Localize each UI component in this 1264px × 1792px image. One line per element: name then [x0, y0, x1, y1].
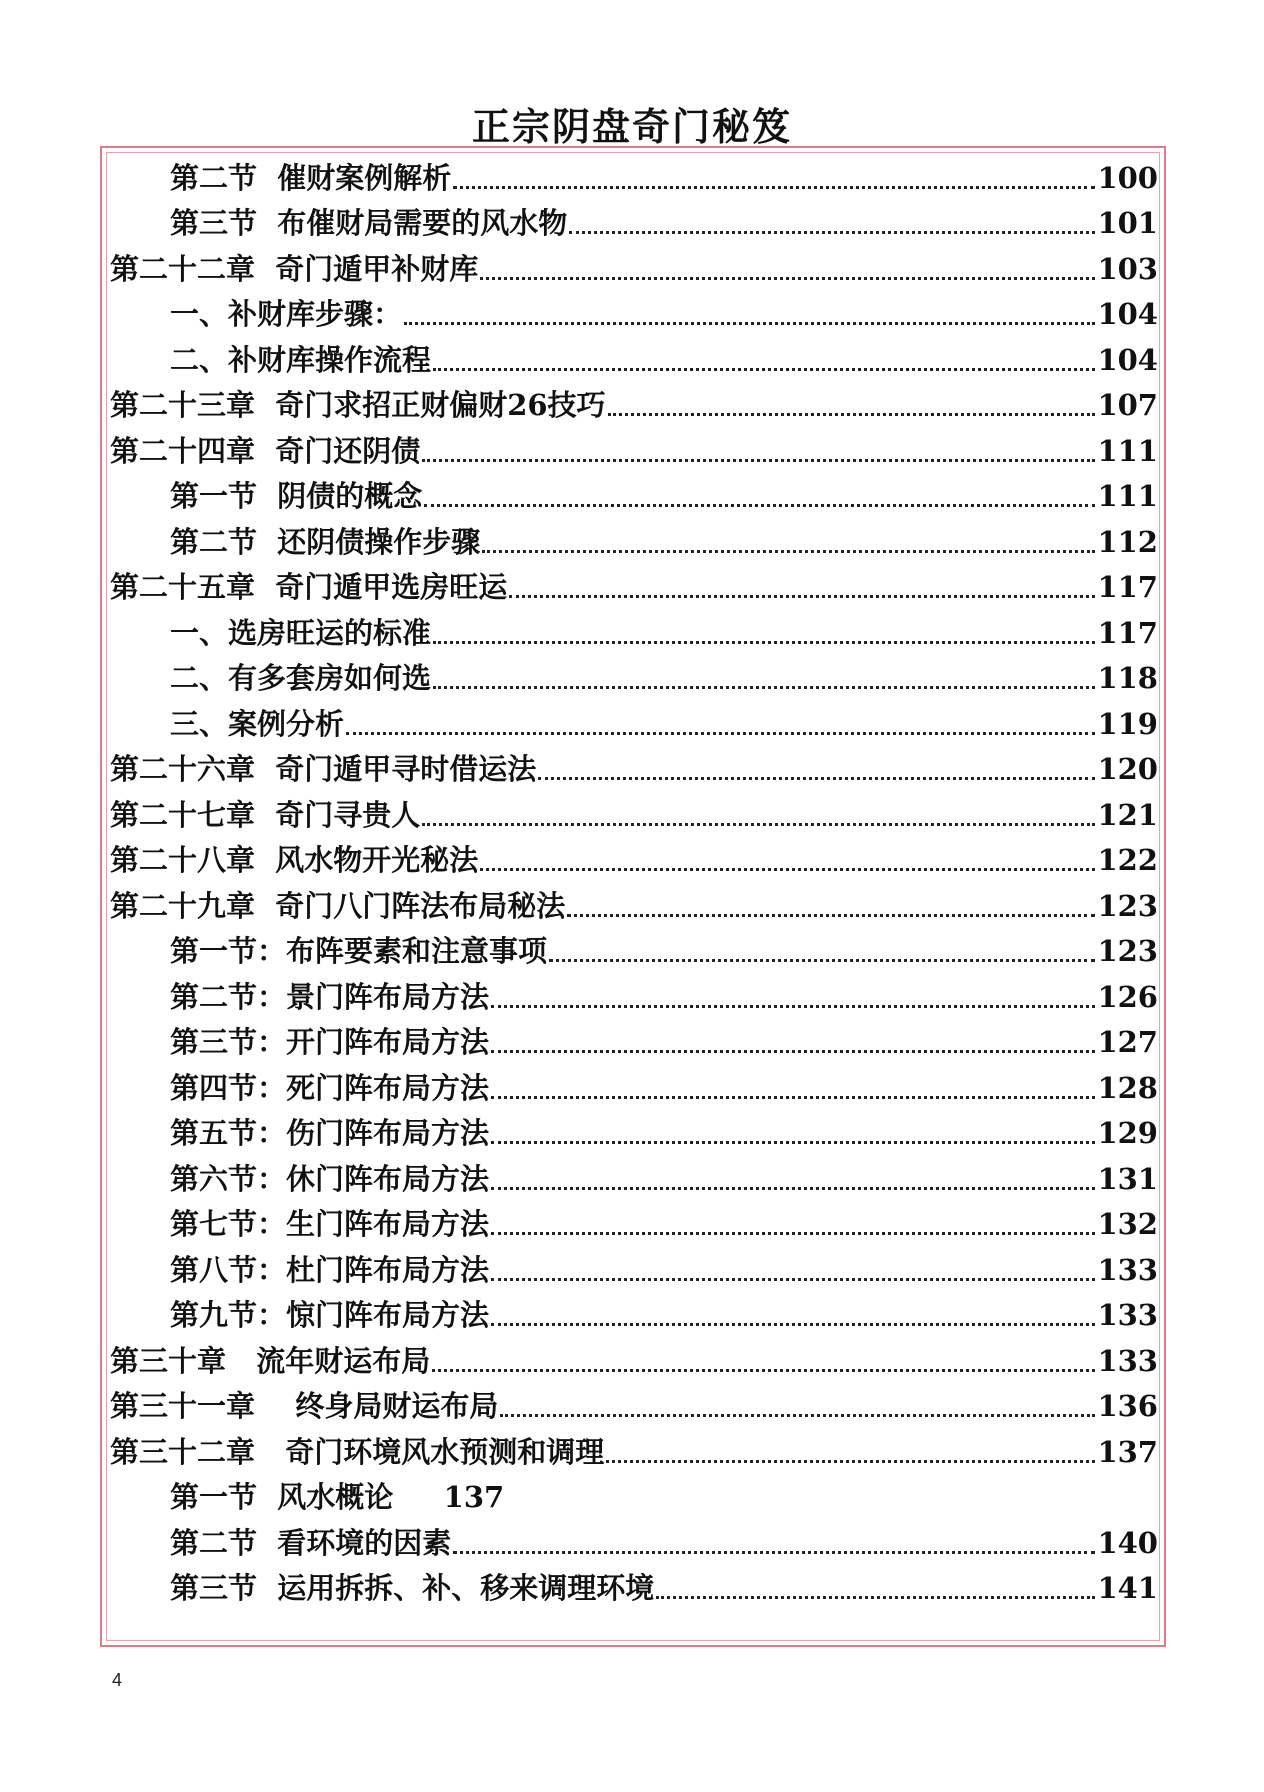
toc-dot-leader — [538, 777, 1095, 780]
toc-dot-leader — [509, 595, 1095, 598]
toc-entry-label: 第二节 还阴债操作步骤 — [170, 524, 481, 559]
toc-entry-label: 第一节 阴债的概念 — [170, 479, 423, 513]
toc-entry[interactable] — [110, 563, 1158, 609]
toc-entry-page-number: 104 — [1097, 297, 1158, 331]
toc-entry-label: 第七节：生门阵布局方法 — [170, 1207, 490, 1241]
toc-entry-label: 一、选房旺运的标准 — [170, 615, 432, 650]
toc-entry-page-number: 131 — [1097, 1161, 1158, 1196]
toc-entry[interactable] — [110, 1518, 1158, 1564]
toc-entry[interactable] — [110, 153, 1158, 199]
toc-dot-leader — [606, 1460, 1095, 1463]
toc-entry-page-number: 119 — [1097, 706, 1158, 741]
toc-entry-label: 第三节 布催财局需要的风水物 — [170, 206, 568, 240]
toc-dot-leader — [491, 1278, 1095, 1281]
toc-entry[interactable] — [110, 972, 1158, 1018]
toc-entry-page-number: 122 — [1097, 843, 1158, 877]
toc-dot-leader — [656, 1596, 1095, 1599]
toc-entry-page-number: 127 — [1097, 1025, 1158, 1059]
toc-dot-leader — [480, 277, 1095, 280]
toc-entry-page-number: 123 — [1097, 888, 1158, 923]
toc-entry-page-number: 129 — [1097, 1116, 1158, 1150]
toc-entry[interactable] — [110, 1291, 1158, 1337]
toc-dot-leader — [482, 550, 1095, 553]
toc-dot-leader — [608, 413, 1096, 416]
toc-entry-label: 第八节：杜门阵布局方法 — [170, 1252, 490, 1287]
toc-entry-label: 第六节：休门阵布局方法 — [170, 1161, 490, 1196]
toc-dot-leader — [453, 1551, 1095, 1554]
toc-entry-label: 第二十四章 奇门还阴债 — [110, 433, 421, 468]
toc-dot-leader — [569, 231, 1095, 234]
toc-entry-page-number: 140 — [1097, 1525, 1158, 1560]
toc-entry-page-number: 121 — [1097, 797, 1158, 832]
toc-entry-page-number: 118 — [1097, 661, 1158, 695]
toc-entry-label: 第三十二章 奇门环境风水预测和调理 — [110, 1434, 605, 1469]
toc-entry[interactable] — [110, 1564, 1158, 1610]
toc-entry-page-number: 133 — [1097, 1252, 1158, 1287]
document-title: 正宗阴盘奇门秘笈 — [471, 104, 792, 149]
toc-entry-page-number: 111 — [1097, 479, 1158, 513]
toc-entry[interactable] — [110, 472, 1158, 518]
toc-entry-page-number: 101 — [1097, 206, 1158, 240]
toc-entry-label: 第二十三章 奇门求招正财偏财26技巧 — [110, 388, 606, 422]
toc-entry[interactable] — [110, 1109, 1158, 1155]
toc-entry[interactable] — [110, 1018, 1158, 1064]
toc-entry[interactable] — [110, 608, 1158, 654]
toc-entry-label: 第四节：死门阵布局方法 — [170, 1070, 490, 1105]
toc-entry[interactable] — [110, 426, 1158, 472]
toc-dot-leader — [480, 868, 1095, 871]
toc-entry-label: 第二节 看环境的因素 — [170, 1525, 452, 1560]
toc-dot-leader — [491, 1323, 1095, 1326]
toc-entry-label: 三、案例分析 — [170, 706, 345, 741]
toc-entry-label: 第二十九章 奇门八门阵法布局秘法 — [110, 888, 566, 923]
toc-entry-label: 二、有多套房如何选 — [170, 661, 432, 695]
toc-entry[interactable] — [110, 517, 1158, 563]
toc-entry-label: 一、补财库步骤： — [170, 297, 403, 331]
toc-dot-leader — [422, 823, 1095, 826]
toc-entry[interactable] — [110, 654, 1158, 700]
toc-entry-page-number: 137 — [1097, 1434, 1158, 1469]
toc-dot-leader — [491, 1232, 1095, 1235]
toc-entry[interactable] — [110, 699, 1158, 745]
toc-entry-page-number: 112 — [1097, 524, 1158, 559]
toc-dot-leader — [432, 1369, 1095, 1372]
toc-entry[interactable] — [110, 881, 1158, 927]
toc-entry[interactable] — [110, 1200, 1158, 1246]
toc-dot-leader — [567, 914, 1095, 917]
toc-entry-label: 第三节 运用拆拆、补、移来调理环境 — [170, 1571, 655, 1605]
toc-entry-label: 第三节：开门阵布局方法 — [170, 1025, 490, 1059]
toc-entry[interactable] — [110, 199, 1158, 245]
toc-dot-leader — [424, 504, 1095, 507]
toc-entry-page-number: 104 — [1097, 342, 1158, 377]
toc-entry-page-number: 117 — [1097, 570, 1158, 604]
toc-entry-label: 第五节：伤门阵布局方法 — [170, 1116, 490, 1150]
toc-dot-leader — [491, 1187, 1095, 1190]
table-of-contents — [110, 153, 1158, 1609]
toc-entry[interactable] — [110, 927, 1158, 973]
toc-entry-label: 二、补财库操作流程 — [170, 342, 432, 377]
toc-dot-leader — [491, 1050, 1095, 1053]
toc-entry[interactable] — [110, 1336, 1158, 1382]
toc-entry[interactable] — [110, 1154, 1158, 1200]
toc-entry-page-number: 126 — [1097, 979, 1158, 1014]
toc-entry[interactable] — [110, 1427, 1158, 1473]
toc-dot-leader — [500, 1414, 1095, 1417]
toc-entry-label: 第三十章 流年财运布局 — [110, 1343, 431, 1378]
toc-entry[interactable] — [110, 1382, 1158, 1428]
toc-entry-label: 第二十八章 风水物开光秘法 — [110, 843, 479, 877]
toc-entry[interactable] — [110, 836, 1158, 882]
toc-entry[interactable] — [110, 790, 1158, 836]
toc-entry[interactable] — [110, 335, 1158, 381]
toc-entry[interactable] — [110, 745, 1158, 791]
toc-entry-page-number: 128 — [1097, 1070, 1158, 1105]
toc-entry-label: 第一节：布阵要素和注意事项 — [170, 934, 548, 968]
toc-dot-leader — [433, 641, 1095, 644]
toc-entry-label: 第九节：惊门阵布局方法 — [170, 1298, 490, 1332]
toc-entry-label: 第二节 催财案例解析 — [170, 160, 452, 195]
toc-dot-leader — [404, 322, 1095, 325]
toc-entry-page-number: 136 — [1097, 1389, 1158, 1423]
toc-entry[interactable] — [110, 1245, 1158, 1291]
page-number: 4 — [112, 1670, 123, 1690]
toc-dot-leader — [433, 686, 1095, 689]
toc-entry-page-number: 120 — [1097, 752, 1158, 786]
toc-dot-leader — [346, 732, 1095, 735]
toc-entry-page-number: 133 — [1097, 1298, 1158, 1332]
toc-dot-leader — [491, 1005, 1095, 1008]
toc-dot-leader — [491, 1141, 1095, 1144]
toc-entry[interactable] — [110, 244, 1158, 290]
toc-entry-page-number: 111 — [1097, 433, 1158, 468]
toc-entry-page-number: 133 — [1097, 1343, 1158, 1378]
toc-entry-label: 第二十六章 奇门遁甲寻时借运法 — [110, 752, 537, 786]
toc-entry[interactable] — [110, 1063, 1158, 1109]
toc-entry-page-number: 117 — [1097, 615, 1158, 650]
toc-entry-label: 第三十一章 终身局财运布局 — [110, 1389, 499, 1423]
toc-dot-leader — [491, 1096, 1095, 1099]
toc-entry[interactable] — [110, 290, 1158, 336]
toc-entry-label: 第二十七章 奇门寻贵人 — [110, 797, 421, 832]
toc-entry-page-number: 103 — [1097, 251, 1158, 286]
toc-entry-page-number: 107 — [1097, 388, 1158, 422]
toc-entry-label: 第二十五章 奇门遁甲选房旺运 — [110, 570, 508, 604]
toc-dot-leader — [422, 459, 1095, 462]
toc-entry[interactable] — [110, 1473, 1158, 1519]
toc-entry-page-number: 100 — [1097, 160, 1158, 195]
toc-dot-leader — [453, 186, 1095, 189]
toc-dot-leader — [433, 368, 1095, 371]
toc-entry-label: 第二十二章 奇门遁甲补财库 — [110, 251, 479, 286]
toc-entry-label: 第二节：景门阵布局方法 — [170, 979, 490, 1014]
toc-entry-page-number: 132 — [1097, 1207, 1158, 1241]
toc-entry-page-number: 123 — [1097, 934, 1158, 968]
toc-dot-leader — [549, 959, 1095, 962]
toc-entry[interactable] — [110, 381, 1158, 427]
toc-entry-label: 第一节 风水概论 137 — [170, 1480, 505, 1514]
toc-entry-page-number: 141 — [1097, 1571, 1158, 1605]
